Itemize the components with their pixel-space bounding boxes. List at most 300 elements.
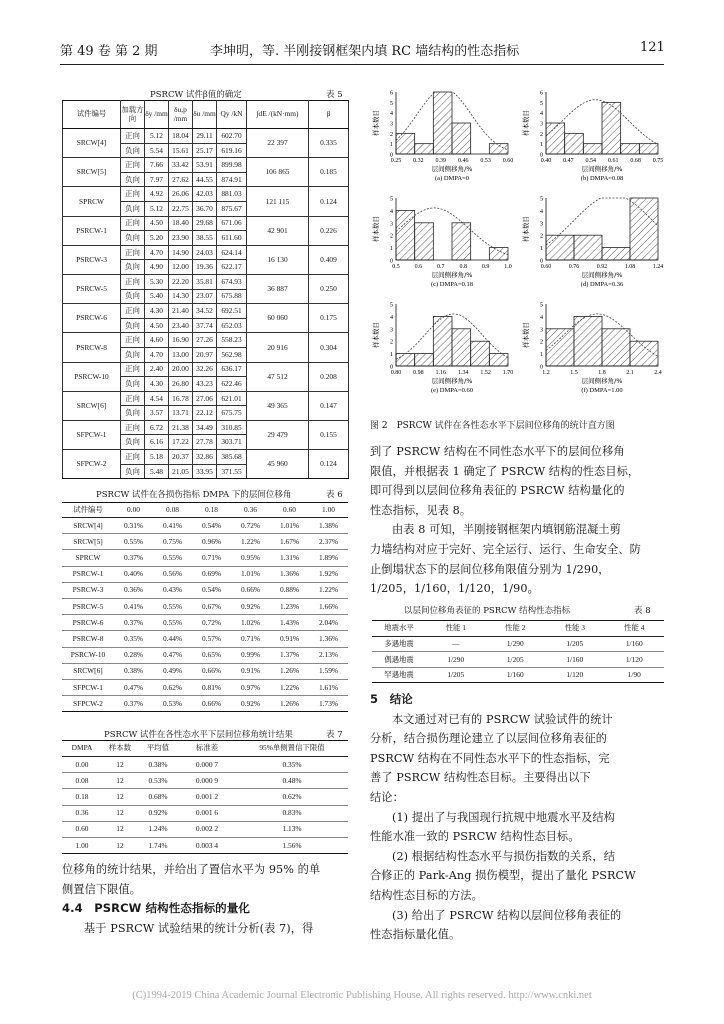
t5-energy: 42 901 bbox=[247, 216, 309, 245]
table8-cell: 1/120 bbox=[545, 667, 605, 682]
table7-cell: 0.48% bbox=[236, 773, 348, 789]
x-axis-label: 层间侧移角/% bbox=[581, 377, 623, 385]
figure-2-caption: 图 2 PSRCW 试件在各性态水平下层间位移角的统计直方图 bbox=[370, 421, 615, 431]
histogram-bar bbox=[630, 198, 658, 260]
t5-cell: 622.17 bbox=[217, 260, 247, 275]
table6-label: 表 6 bbox=[326, 490, 343, 500]
y-tick-label: 5 bbox=[390, 302, 393, 309]
table6-header: 试件编号 bbox=[62, 503, 114, 518]
table6-cell: 0.41% bbox=[114, 598, 153, 614]
table-row bbox=[63, 187, 349, 202]
t5-cell: 负向 bbox=[121, 172, 145, 187]
histogram-bar bbox=[489, 354, 508, 366]
conclusion-line: 结论： bbox=[370, 790, 404, 804]
table7-cell: 0.60 bbox=[62, 821, 102, 837]
t5-cell: 21.40 bbox=[169, 304, 193, 319]
table8-cell: 1/160 bbox=[545, 652, 605, 667]
table6-cell: 1.92% bbox=[309, 566, 348, 582]
histogram-panel bbox=[520, 296, 670, 401]
t5-energy: 22 397 bbox=[247, 129, 309, 158]
table6-cell: 0.57% bbox=[192, 631, 231, 647]
t5-cell: 负向 bbox=[121, 143, 145, 158]
table7-cell: 0.83% bbox=[236, 805, 348, 821]
table6-cell: 0.91% bbox=[270, 631, 309, 647]
y-tick-label: 6 bbox=[540, 90, 543, 97]
table6-cell: 1.23% bbox=[270, 598, 309, 614]
t5-specimen: PSRCW-6 bbox=[63, 304, 121, 333]
t5-cell: 23.90 bbox=[169, 231, 193, 246]
table7-cell: 0.00 bbox=[62, 757, 102, 773]
y-tick-label: 0 bbox=[540, 364, 543, 371]
table7-cell: 12 bbox=[102, 821, 138, 837]
y-axis-label: 样本数目 bbox=[372, 110, 380, 136]
t5-cell: 正向 bbox=[121, 420, 145, 435]
t5-cell: 42.03 bbox=[193, 187, 217, 202]
t5-cell: 20.97 bbox=[193, 347, 217, 362]
table6-cell: 1.38% bbox=[309, 518, 348, 534]
t5-specimen: PSRCW-5 bbox=[63, 274, 121, 303]
conclusion-text bbox=[370, 690, 666, 945]
t5-cell: 33.95 bbox=[193, 464, 217, 479]
table-row bbox=[62, 821, 348, 837]
t5-cell: 正向 bbox=[121, 245, 145, 260]
table6-cell: 0.37% bbox=[114, 550, 153, 566]
histogram-bar bbox=[574, 235, 602, 260]
y-tick-label: 4 bbox=[390, 111, 393, 118]
table6-cell: 0.91% bbox=[231, 663, 270, 679]
table8-cell: — bbox=[426, 637, 486, 652]
t5-cell: 20.00 bbox=[169, 362, 193, 377]
x-tick-label: 0.75 bbox=[652, 158, 664, 164]
t5-specimen: PSRCW-10 bbox=[63, 362, 121, 391]
histogram-bar bbox=[602, 329, 630, 366]
table8 bbox=[372, 620, 664, 683]
y-tick-label: 2 bbox=[390, 339, 393, 346]
conclusion-line: 性态指标量化值。 bbox=[370, 928, 461, 942]
x-tick-label: 1.70 bbox=[502, 370, 514, 376]
t5-cell: 负向 bbox=[121, 406, 145, 421]
t5-cell: 20.37 bbox=[169, 450, 193, 465]
x-tick-label: 1.8 bbox=[598, 370, 606, 376]
x-tick-label: 0.7 bbox=[437, 264, 445, 270]
table-row bbox=[62, 679, 348, 695]
histogram-bar bbox=[452, 329, 471, 366]
t5-cell: 4.90 bbox=[145, 260, 169, 275]
table7-label: 表 7 bbox=[326, 730, 343, 740]
x-tick-label: 0.8 bbox=[459, 264, 467, 270]
t5-h0: 试件编号 bbox=[63, 101, 121, 129]
table6-cell: SPRCW bbox=[62, 550, 114, 566]
table7-header: 95%单侧置信下限值 bbox=[236, 741, 348, 757]
table6-cell: 0.41% bbox=[153, 518, 192, 534]
table6-cell: 0.65% bbox=[192, 647, 231, 663]
table6-cell: 0.75% bbox=[153, 534, 192, 550]
table7-cell: 0.000 9 bbox=[178, 773, 236, 789]
table-row bbox=[63, 362, 349, 377]
t5-energy: 45 960 bbox=[247, 450, 309, 479]
histogram-bar bbox=[583, 144, 602, 154]
conclusion-line: 性能水准一致的 PSRCW 结构性态目标。 bbox=[370, 830, 580, 844]
t5-energy: 29 479 bbox=[247, 420, 309, 449]
table6-cell: 1.02% bbox=[231, 615, 270, 631]
histogram-bar bbox=[452, 223, 471, 260]
table-row bbox=[62, 805, 348, 821]
t5-cell: 3.57 bbox=[145, 406, 169, 421]
x-tick-label: 0.25 bbox=[390, 158, 402, 164]
table6-cell: 0.55% bbox=[153, 598, 192, 614]
table-row bbox=[62, 582, 348, 598]
conclusion-line: (3) 给出了 PSRCW 结构以层间位移角表征的 bbox=[392, 908, 622, 922]
table6-cell: 0.38% bbox=[114, 663, 153, 679]
t5-cell: 4.60 bbox=[145, 333, 169, 348]
histogram-bar bbox=[602, 248, 630, 260]
x-tick-label: 0.76 bbox=[568, 264, 580, 270]
t5-cell: 负向 bbox=[121, 464, 145, 479]
table6-cell: 0.47% bbox=[114, 679, 153, 695]
conclusion-line: (1) 提出了与我国现行抗规中地震水平及结构 bbox=[392, 810, 615, 824]
t5-cell: 2.40 bbox=[145, 362, 169, 377]
t5-cell: 正向 bbox=[121, 158, 145, 173]
table-row bbox=[372, 667, 664, 682]
table8-cell: 多遇地震 bbox=[372, 637, 426, 652]
t5-energy: 49 365 bbox=[247, 391, 309, 420]
t5-cell: 25.17 bbox=[193, 143, 217, 158]
y-tick-label: 3 bbox=[540, 221, 543, 228]
x-axis-label: 层间侧移角/% bbox=[431, 377, 473, 385]
t5-beta: 0.124 bbox=[309, 450, 349, 479]
t5-cell: 正向 bbox=[121, 274, 145, 289]
table7-cell: 0.36 bbox=[62, 805, 102, 821]
conclusion-line: (2) 根据结构性态水平与损伤指数的关系，结 bbox=[392, 849, 615, 863]
table6-cell: 0.96% bbox=[192, 534, 231, 550]
table5 bbox=[62, 100, 349, 479]
t5-cell: 15.61 bbox=[169, 143, 193, 158]
x-axis-label: 层间侧移角/% bbox=[431, 271, 473, 279]
table6-cell: 1.26% bbox=[270, 696, 309, 712]
table7-cell: 1.00 bbox=[62, 837, 102, 853]
histogram-bar bbox=[415, 354, 434, 366]
table6-cell: PSRCW-8 bbox=[62, 631, 114, 647]
t5-cell: 636.17 bbox=[217, 362, 247, 377]
table6-cell: 0.95% bbox=[231, 550, 270, 566]
y-tick-label: 1 bbox=[390, 246, 393, 253]
t5-cell: 4.54 bbox=[145, 391, 169, 406]
t5-cell: 4.30 bbox=[145, 304, 169, 319]
t5-cell: 7.97 bbox=[145, 172, 169, 187]
y-tick-label: 1 bbox=[540, 142, 543, 149]
t5-cell: 4.50 bbox=[145, 216, 169, 231]
table7-cell: 1.74% bbox=[138, 837, 178, 853]
histogram-panel bbox=[370, 84, 520, 189]
t5-cell: 622.46 bbox=[217, 377, 247, 392]
t5-cell: 5.12 bbox=[145, 201, 169, 216]
table8-label: 表 8 bbox=[634, 606, 651, 616]
x-tick-label: 0.40 bbox=[540, 158, 552, 164]
x-tick-label: 0.54 bbox=[585, 158, 597, 164]
panel-caption: (c) DMPA=0.18 bbox=[430, 281, 474, 288]
t5-beta: 0.226 bbox=[309, 216, 349, 245]
t5-cell: 4.70 bbox=[145, 347, 169, 362]
t5-cell: 671.06 bbox=[217, 216, 247, 231]
t5-cell: 正向 bbox=[121, 187, 145, 202]
t5-cell: 23.40 bbox=[169, 318, 193, 333]
table8-cell: 1/160 bbox=[486, 667, 546, 682]
table-row bbox=[62, 647, 348, 663]
y-tick-label: 2 bbox=[390, 233, 393, 240]
x-tick-label: 0.60 bbox=[502, 158, 514, 164]
t5-cell: 19.36 bbox=[193, 260, 217, 275]
t5-cell: 371.55 bbox=[217, 464, 247, 479]
table-row bbox=[63, 420, 349, 435]
x-tick-label: 1.16 bbox=[435, 370, 447, 376]
right-line: 到了 PSRCW 结构在不同性态水平下的层间位移角 bbox=[370, 445, 625, 458]
x-tick-label: 2.4 bbox=[654, 370, 662, 376]
x-tick-label: 0.53 bbox=[480, 158, 491, 164]
table6-cell: SRCW[4] bbox=[62, 518, 114, 534]
y-axis-label: 样本数目 bbox=[372, 216, 380, 242]
table6-cell: 0.81% bbox=[192, 679, 231, 695]
t5-cell: 27.26 bbox=[193, 333, 217, 348]
table6-cell: 0.71% bbox=[192, 550, 231, 566]
t5-cell: 5.40 bbox=[145, 289, 169, 304]
table6-cell: 0.67% bbox=[192, 598, 231, 614]
t5-beta: 0.208 bbox=[309, 362, 349, 391]
table7-cell: 0.18 bbox=[62, 789, 102, 805]
t5-cell: 44.55 bbox=[193, 172, 217, 187]
histogram-bar bbox=[639, 144, 658, 154]
x-axis-label: 层间侧移角/% bbox=[431, 165, 473, 173]
panel-caption: (a) DMPA=0 bbox=[435, 175, 469, 182]
t5-cell: 23.07 bbox=[193, 289, 217, 304]
t5-cell: 36.70 bbox=[193, 201, 217, 216]
table7-cell: 0.001 2 bbox=[178, 789, 236, 805]
table6-cell: 0.53% bbox=[153, 696, 192, 712]
conclusion-line: 善了 PSRCW 结构性态目标。主要得出以下 bbox=[370, 771, 591, 785]
y-tick-label: 1 bbox=[540, 246, 543, 253]
table6-cell: 0.66% bbox=[192, 696, 231, 712]
right-line: 1/205，1/160，1/120，1/90。 bbox=[370, 582, 539, 596]
table7-cell: 0.001 6 bbox=[178, 805, 236, 821]
t5-cell: 5.48 bbox=[145, 464, 169, 479]
histogram-bar bbox=[471, 341, 490, 366]
t5-specimen: PSRCW-8 bbox=[63, 333, 121, 362]
x-tick-label: 0.92 bbox=[596, 264, 608, 270]
table6-cell: 0.69% bbox=[192, 566, 231, 582]
x-tick-label: 0.6 bbox=[414, 264, 423, 270]
table6-cell: SFPCW-1 bbox=[62, 679, 114, 695]
t5-cell: 5.20 bbox=[145, 231, 169, 246]
t5-cell: 32.86 bbox=[193, 450, 217, 465]
right-line: 限值，并根据表 1 确定了 PSRCW 结构的性态目标， bbox=[370, 464, 640, 478]
table6-cell: 0.37% bbox=[114, 615, 153, 631]
t5-cell: 12.00 bbox=[169, 260, 193, 275]
table6-cell: 2.13% bbox=[309, 647, 348, 663]
x-axis-label: 层间侧移角/% bbox=[581, 165, 623, 173]
histogram-bar bbox=[396, 133, 415, 154]
histogram-panel bbox=[520, 190, 670, 295]
panel-caption: (b) DMPA=0.08 bbox=[580, 175, 624, 182]
table6-cell: 0.97% bbox=[231, 679, 270, 695]
y-tick-label: 3 bbox=[390, 121, 393, 128]
table6-header: 0.08 bbox=[153, 503, 192, 518]
t5-cell: 24.03 bbox=[193, 245, 217, 260]
x-tick-label: 0.68 bbox=[630, 158, 641, 164]
table6-cell: 2.37% bbox=[309, 534, 348, 550]
table6-cell: 0.99% bbox=[231, 647, 270, 663]
table-row bbox=[62, 518, 348, 534]
table6-cell: 0.31% bbox=[114, 518, 153, 534]
t5-h4: δu /mm bbox=[193, 101, 217, 129]
table6-cell: 0.55% bbox=[153, 550, 192, 566]
t5-h2: δy /mm bbox=[145, 101, 169, 129]
x-tick-label: 0.61 bbox=[607, 158, 619, 164]
table5-title: PSRCW 试件β值的确定 bbox=[150, 90, 242, 100]
t5-cell: 正向 bbox=[121, 333, 145, 348]
table6-cell: 0.54% bbox=[192, 518, 231, 534]
t5-specimen: SRCW[5] bbox=[63, 158, 121, 187]
y-tick-label: 3 bbox=[390, 327, 393, 334]
t5-cell: 正向 bbox=[121, 362, 145, 377]
table6-cell: 0.28% bbox=[114, 647, 153, 663]
y-tick-label: 3 bbox=[540, 121, 543, 128]
t5-cell: 26.80 bbox=[169, 377, 193, 392]
table7-cell: 12 bbox=[102, 837, 138, 853]
y-tick-label: 2 bbox=[540, 339, 543, 346]
t5-cell: 21.38 bbox=[169, 420, 193, 435]
table6-cell: SFPCW-2 bbox=[62, 696, 114, 712]
table7-cell: 0.68% bbox=[138, 789, 178, 805]
table8-cell: 1/205 bbox=[545, 637, 605, 652]
table6-cell: 1.89% bbox=[309, 550, 348, 566]
table6-cell: 0.55% bbox=[114, 534, 153, 550]
y-tick-label: 5 bbox=[540, 100, 543, 107]
table6-cell: SRCW[5] bbox=[62, 534, 114, 550]
table6-cell: 1.59% bbox=[309, 663, 348, 679]
table8-cell: 偶遇地震 bbox=[372, 652, 426, 667]
table6-cell: 0.71% bbox=[231, 631, 270, 647]
table7-cell: 12 bbox=[102, 757, 138, 773]
t5-beta: 0.304 bbox=[309, 333, 349, 362]
panel-caption: (f) DMPA=1.00 bbox=[581, 387, 623, 394]
table-row bbox=[62, 789, 348, 805]
table-row bbox=[62, 757, 348, 773]
table6-cell: 1.31% bbox=[270, 550, 309, 566]
table7-cell: 0.35% bbox=[236, 757, 348, 773]
x-tick-label: 0.98 bbox=[413, 370, 424, 376]
table6-cell: 0.66% bbox=[231, 582, 270, 598]
table6-cell: 0.92% bbox=[231, 696, 270, 712]
conclusion-line: 本文通过对已有的 PSRCW 试验试件的统计 bbox=[392, 712, 613, 726]
t5-energy: 16 130 bbox=[247, 245, 309, 274]
t5-cell: 26.06 bbox=[169, 187, 193, 202]
table-row bbox=[62, 631, 348, 647]
table-row bbox=[63, 274, 349, 289]
y-tick-label: 0 bbox=[540, 258, 543, 265]
t5-cell: 4.70 bbox=[145, 245, 169, 260]
y-axis-label: 样本数目 bbox=[372, 322, 380, 348]
left-line: 侧置信下限值。 bbox=[62, 882, 142, 896]
right-line: 即可得到以层间位移角表征的 PSRCW 结构量化的 bbox=[370, 484, 625, 498]
t5-beta: 0.250 bbox=[309, 274, 349, 303]
conclusion-line: 分析，结合损伤理论建立了以层间位移角表征的 bbox=[370, 732, 608, 746]
y-tick-label: 6 bbox=[390, 90, 393, 97]
table-row bbox=[62, 550, 348, 566]
t5-cell: 652.03 bbox=[217, 318, 247, 333]
table7-header: 样本数 bbox=[102, 741, 138, 757]
table6-cell: 0.56% bbox=[153, 566, 192, 582]
y-tick-label: 4 bbox=[540, 111, 543, 118]
table8-cell: 罕遇地震 bbox=[372, 667, 426, 682]
t5-cell: 4.30 bbox=[145, 377, 169, 392]
y-tick-label: 0 bbox=[540, 152, 543, 159]
figure-2 bbox=[370, 84, 670, 400]
y-tick-label: 1 bbox=[390, 142, 393, 149]
table7-cell: 0.62% bbox=[236, 789, 348, 805]
table7-cell: 0.38% bbox=[138, 757, 178, 773]
histogram-bar bbox=[489, 248, 508, 260]
t5-cell: 4.92 bbox=[145, 187, 169, 202]
table8-title: 以层间位移角表征的 PSRCW 结构性态指标 bbox=[404, 606, 571, 616]
y-tick-label: 4 bbox=[390, 208, 393, 215]
y-axis-label: 样本数目 bbox=[522, 216, 530, 242]
t5-cell: 21.05 bbox=[169, 464, 193, 479]
t5-cell: 674.93 bbox=[217, 274, 247, 289]
t5-cell: 负向 bbox=[121, 347, 145, 362]
table-row bbox=[62, 615, 348, 631]
t5-cell: 37.74 bbox=[193, 318, 217, 333]
conclusion-line: 结构性态目标的方法。 bbox=[370, 888, 483, 902]
t5-cell: 621.01 bbox=[217, 391, 247, 406]
t5-cell: 6.16 bbox=[145, 435, 169, 450]
table6-cell: SRCW[6] bbox=[62, 663, 114, 679]
histogram-bar bbox=[452, 123, 471, 154]
histogram-bar bbox=[574, 316, 602, 366]
table6-cell: 2.04% bbox=[309, 615, 348, 631]
t5-beta: 0.124 bbox=[309, 187, 349, 216]
table6-cell: 0.49% bbox=[153, 663, 192, 679]
table7-cell: 1.24% bbox=[138, 821, 178, 837]
table7-cell: 1.13% bbox=[236, 821, 348, 837]
t5-specimen: PSRCW-1 bbox=[63, 216, 121, 245]
table6-cell: PSRCW-3 bbox=[62, 582, 114, 598]
journal-volume: 第 49 卷 第 2 期 bbox=[60, 44, 158, 59]
table-row bbox=[63, 216, 349, 231]
histogram-bar bbox=[621, 144, 640, 154]
t5-beta: 0.335 bbox=[309, 129, 349, 158]
table7-cell: 0.000 7 bbox=[178, 757, 236, 773]
table6-cell: 1.67% bbox=[270, 534, 309, 550]
t5-cell: 正向 bbox=[121, 391, 145, 406]
table6-header: 0.36 bbox=[231, 503, 270, 518]
table7-cell: 1.56% bbox=[236, 837, 348, 853]
t5-beta: 0.175 bbox=[309, 304, 349, 333]
t5-cell: 38.55 bbox=[193, 231, 217, 246]
y-tick-label: 1 bbox=[540, 352, 543, 359]
t5-cell: 正向 bbox=[121, 216, 145, 231]
table6-cell: PSRCW-10 bbox=[62, 647, 114, 663]
t5-beta: 0.155 bbox=[309, 420, 349, 449]
t5-h7: β bbox=[309, 101, 349, 129]
table-row bbox=[62, 696, 348, 712]
x-tick-label: 1.52 bbox=[480, 370, 491, 376]
t5-beta: 0.147 bbox=[309, 391, 349, 420]
y-axis-label: 样本数目 bbox=[522, 322, 530, 348]
t5-cell: 602.70 bbox=[217, 129, 247, 144]
t5-cell: 27.06 bbox=[193, 391, 217, 406]
t5-cell: 负向 bbox=[121, 201, 145, 216]
table6-cell: 1.26% bbox=[270, 663, 309, 679]
t5-cell: 5.30 bbox=[145, 274, 169, 289]
